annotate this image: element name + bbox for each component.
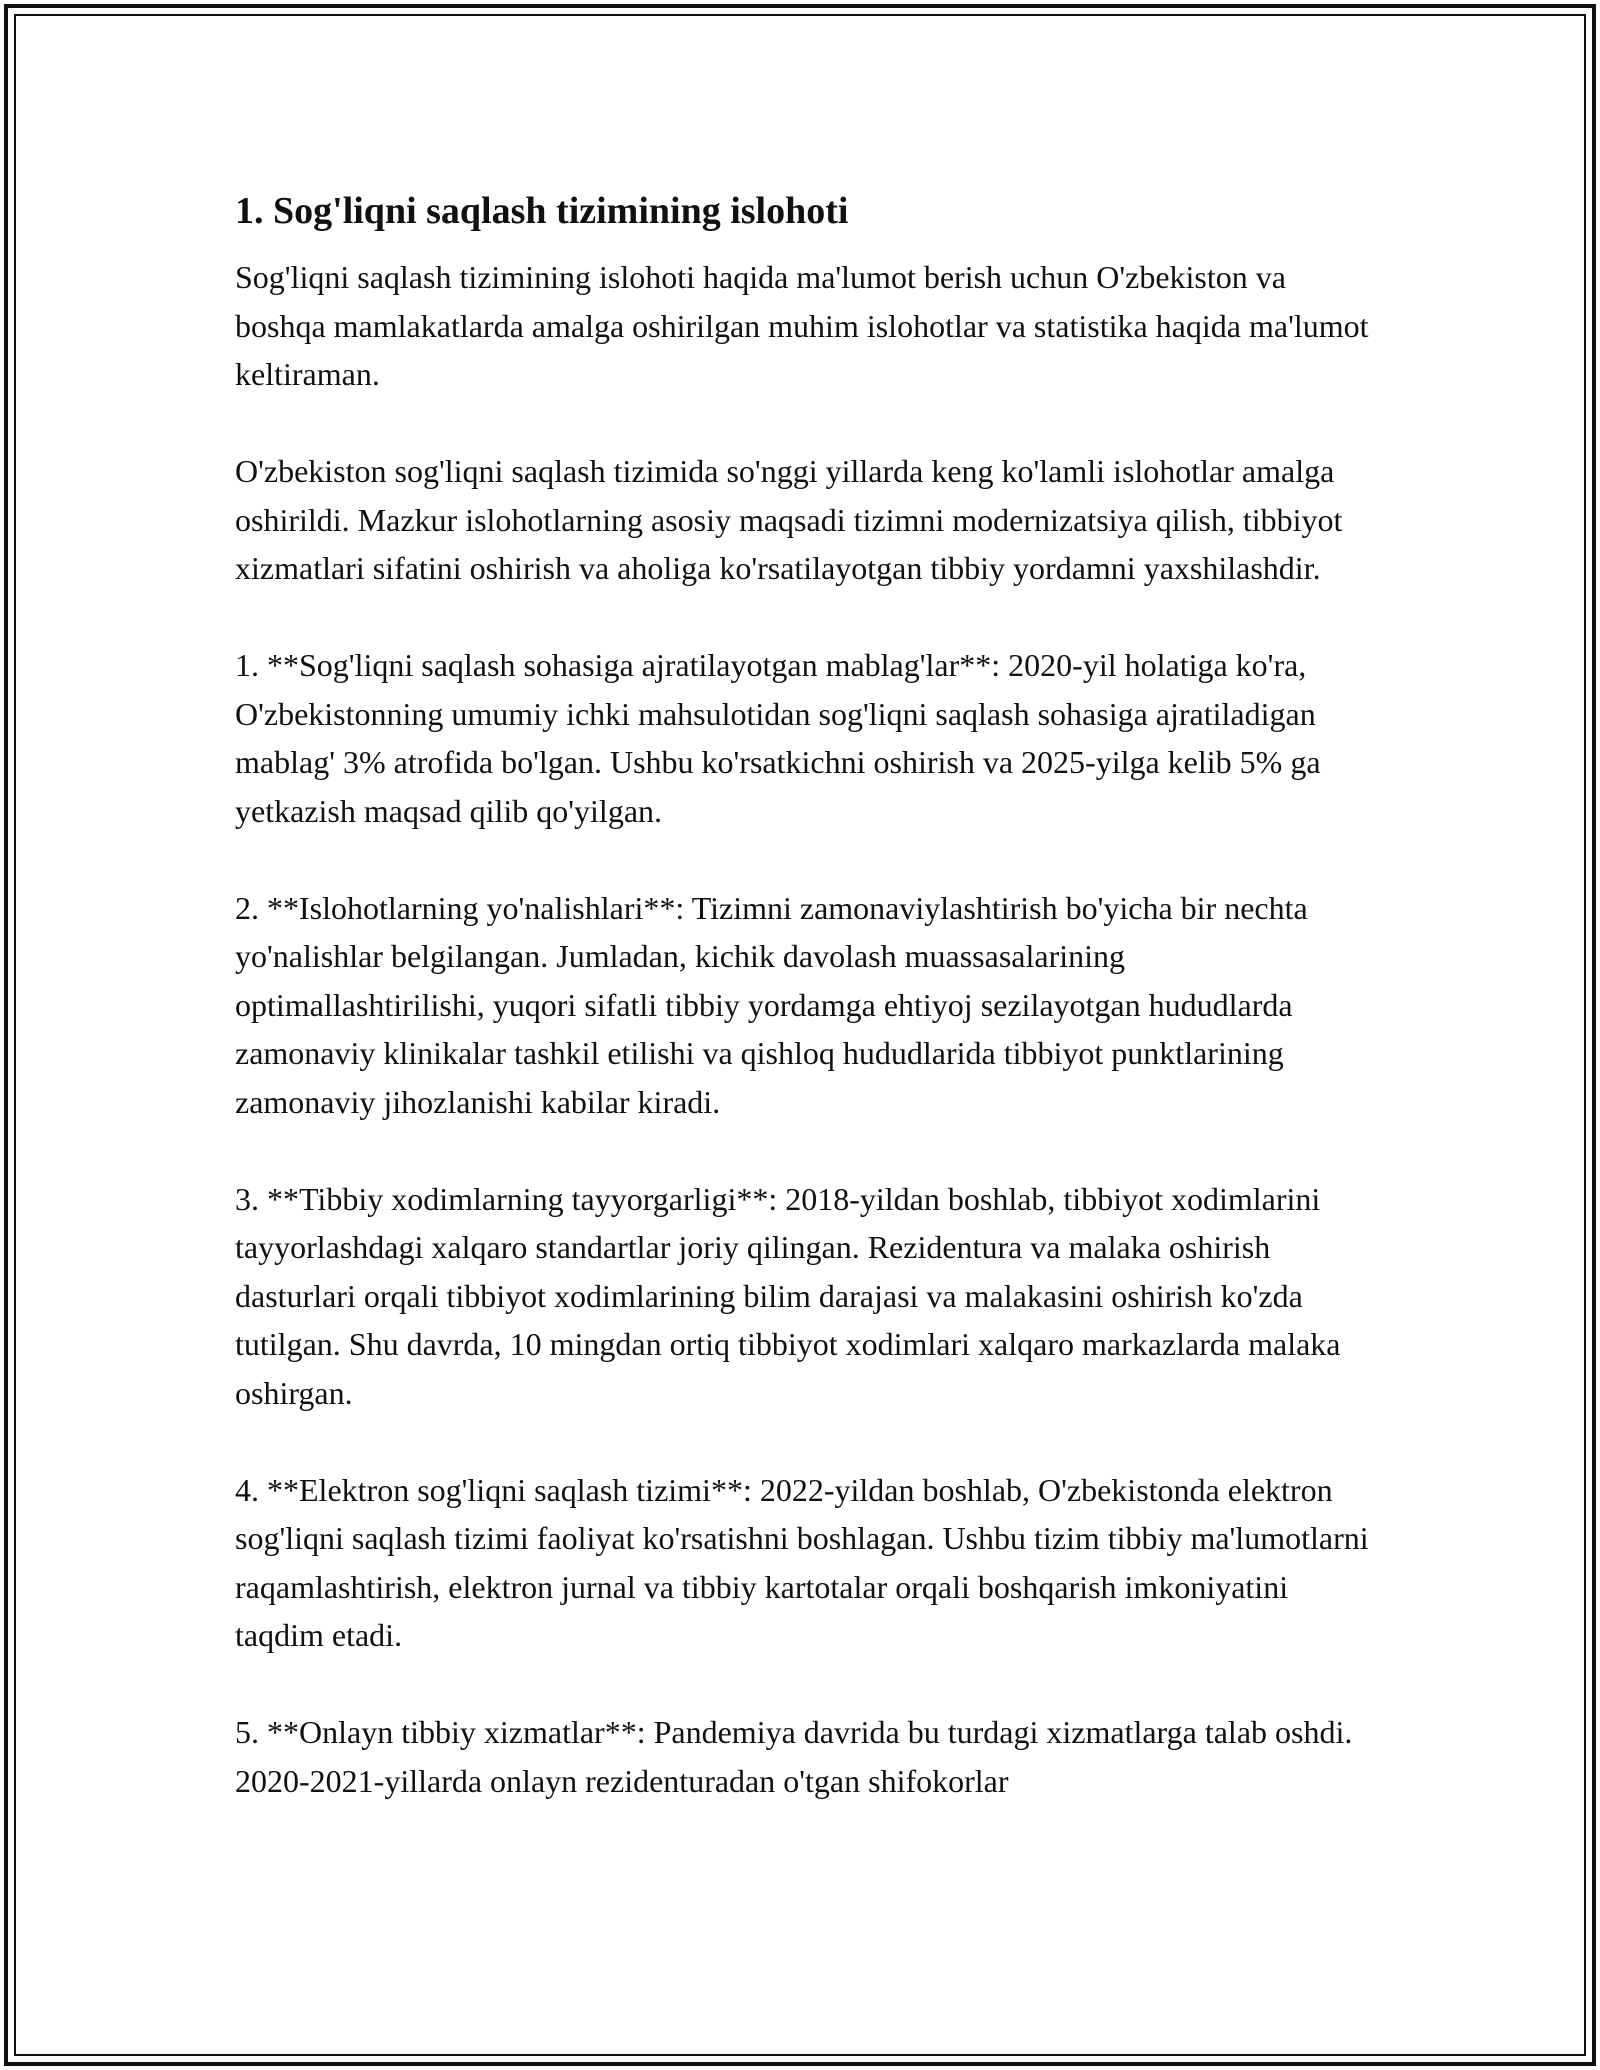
paragraph-intro: Sog'liqni saqlash tizimining islohoti haqida ma'lumot berish uchun O'zbekiston va boshqa mamlakatlarda amalga oshirilgan muhim islohotlar va statistika haqida ma'lumot keltiraman.	[235, 259, 1369, 392]
paragraph-item-2: 2. **Islohotlarning yo'nalishlari**: Tizimni zamonaviylashtirish bo'yicha bir nechta yo'nalishlar belgilangan. Jumladan, kichik davolash muassasalarining optimallashtirilishi, yuqori sifatli tibbiy yordamga ehtiyoj sezilayotgan hududlarda zamonaviy klinikalar tashkil etilishi va qishloq hududlarida tibbiyot punktlarining zamonaviy jihozlanishi kabilar kiradi.	[235, 889, 1308, 1120]
paragraph-item-4: 4. **Elektron sog'liqni saqlash tizimi**: 2022-yildan boshlab, O'zbekistonda elektron sog'liqni saqlash tizimi faoliyat ko'rsatishni boshlagan. Ushbu tizim tibbiy ma'lumotlarni raqamlashtirish, elektron jurnal va tibbiy kartotalar orqali boshqarish imkoniyatini taqdim etadi.	[235, 1471, 1369, 1653]
paragraph-item-1: 1. **Sog'liqni saqlash sohasiga ajratilayotgan mablag'lar**: 2020-yil holatiga ko'ra, O'zbekistonning umumiy ichki mahsulotidan sog'liqni saqlash sohasiga ajratiladigan mablag' 3% atrofida bo'lgan. Ushbu ko'rsatkichni oshirish va 2025-yilga kelib 5% ga yetkazish maqsad qilib qo'yilgan.	[235, 647, 1321, 829]
section-heading: 1. Sog'liqni saqlash tizimining islohoti	[235, 190, 849, 232]
paragraph-overview: O'zbekiston sog'liqni saqlash tizimida so'nggi yillarda keng ko'lamli islohotlar amalga oshirildi. Mazkur islohotlarning asosiy maqsadi tizimni modernizatsiya qilish, tibbiyot xizmatlari sifatini oshirish va aholiga ko'rsatilayotgan tibbiy yordamni yaxshilashdir.	[235, 453, 1343, 586]
paragraph-item-3: 3. **Tibbiy xodimlarning tayyorgarligi**: 2018-yildan boshlab, tibbiyot xodimlarini tayyorlashdagi xalqaro standartlar joriy qilingan. Rezidentura va malaka oshirish dasturlari orqali tibbiyot xodimlarining bilim darajasi va malakasini oshirish ko'zda tutilgan. Shu davrda, 10 mingdan ortiq tibbiyot xodimlari xalqaro markazlarda malaka oshirgan.	[235, 1180, 1341, 1411]
paragraph-item-5: 5. **Onlayn tibbiy xizmatlar**: Pandemiya davrida bu turdagi xizmatlarga talab oshdi. 2020-2021-yillarda onlayn rezidenturadan o'tgan shifokorlar	[235, 1714, 1353, 1799]
document-body	[235, 185, 1380, 1805]
